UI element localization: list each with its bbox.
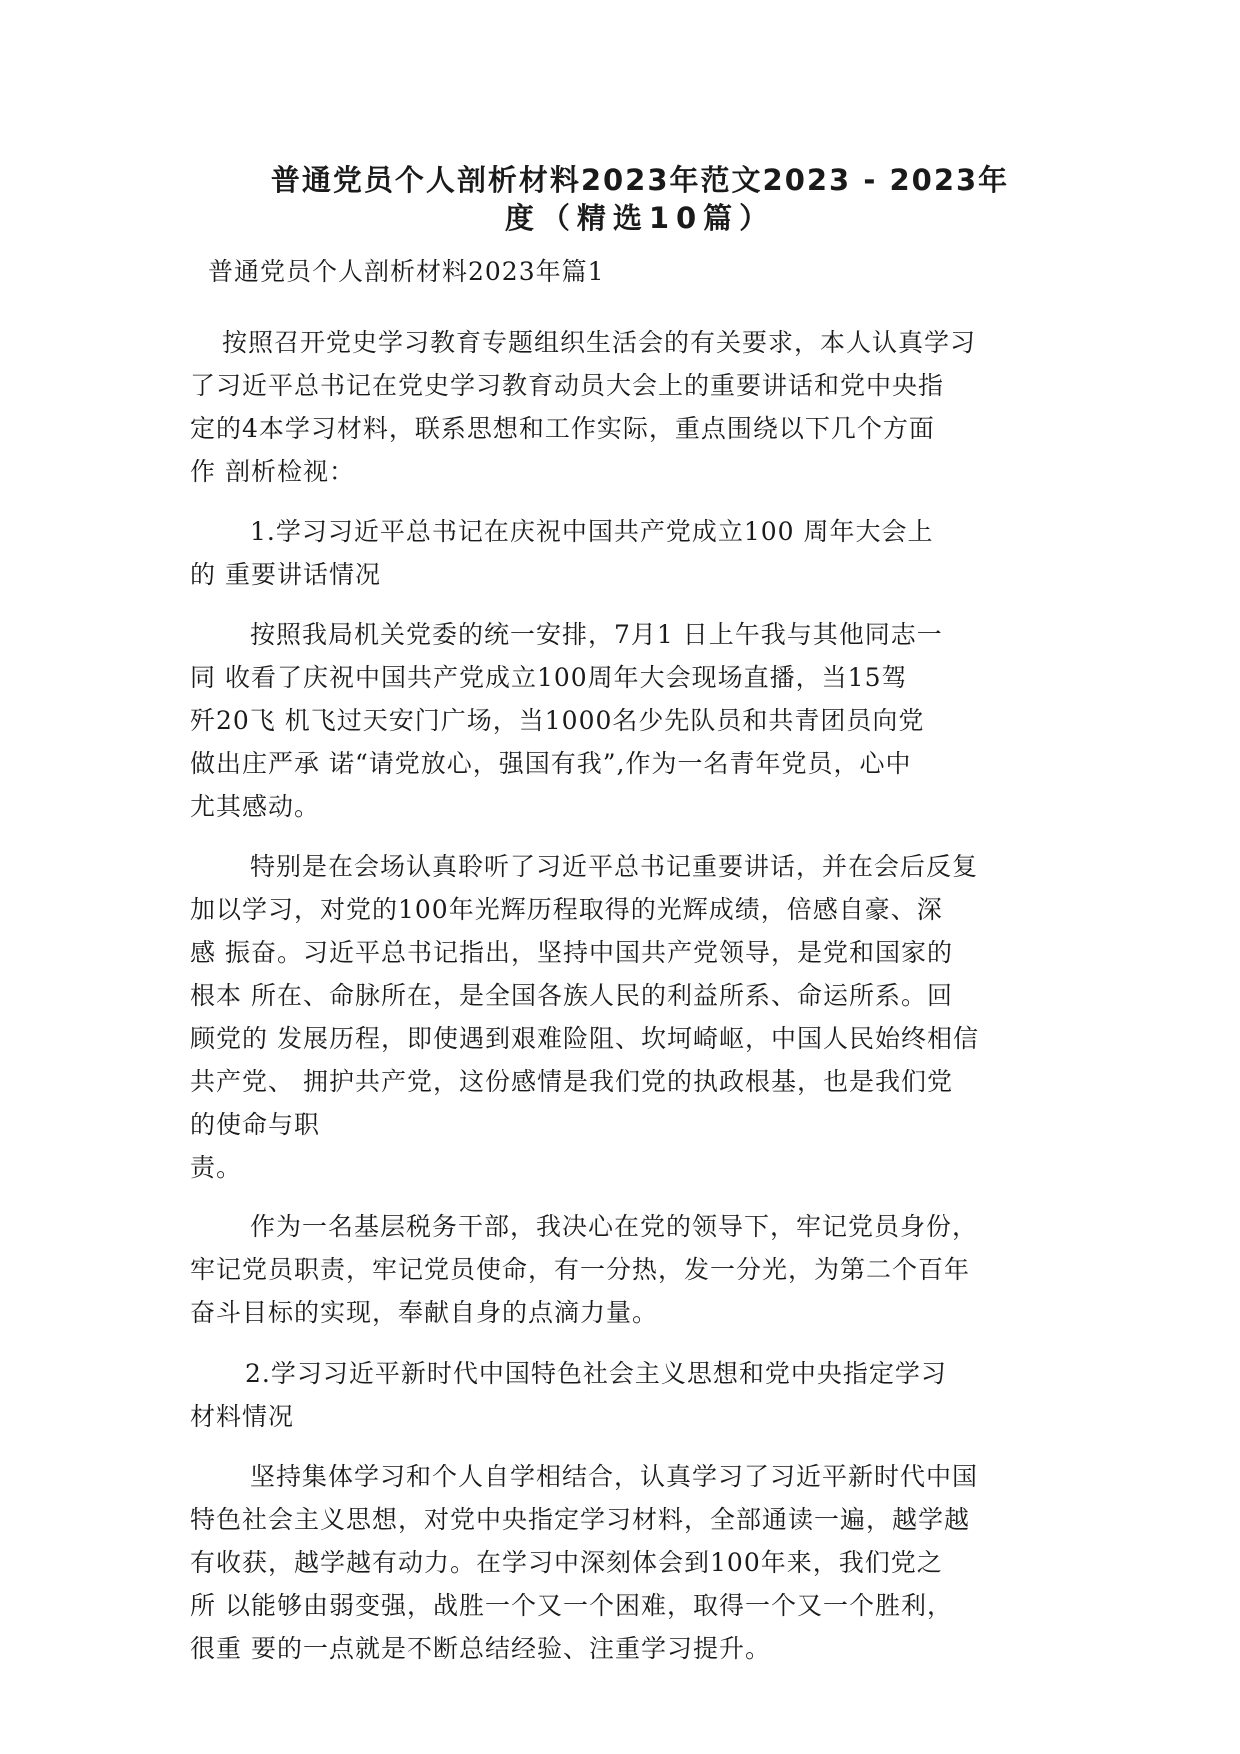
paragraph-3-line-6: 共产党、 拥护共产党，这份感情是我们党的执政根基，也是我们党	[190, 1067, 953, 1096]
paragraph-3-line-8: 责。	[190, 1153, 243, 1182]
subheading-2-line-1: 2.学习习近平新时代中国特色社会主义思想和党中央指定学习	[245, 1359, 947, 1388]
paragraph-3-line-7: 的使命与职	[190, 1110, 321, 1139]
subheading-1-line-1: 1.学习习近平总书记在庆祝中国共产党成立100 周年大会上	[250, 517, 934, 546]
paragraph-2-line-1: 按照我局机关党委的统一安排，7月1 日上午我与其他同志一	[250, 620, 943, 649]
paragraph-2-line-3: 歼20飞 机飞过天安门广场，当1000名少先队员和共青团员向党	[190, 706, 925, 735]
subheading-2-line-2: 材料情况	[190, 1402, 295, 1431]
paragraph-2-line-2: 同 收看了庆祝中国共产党成立100周年大会现场直播，当15驾	[190, 663, 908, 692]
paragraph-3-line-4: 根本 所在、命脉所在，是全国各族人民的利益所系、命运所系。回	[190, 981, 953, 1010]
paragraph-5-line-3: 有收获，越学越有动力。在学习中深刻体会到100年来，我们党之	[190, 1548, 943, 1577]
paragraph-1-line-2: 了习近平总书记在党史学习教育动员大会上的重要讲话和党中央指	[190, 371, 945, 400]
document-title-line-2: 度（精选10篇）	[504, 201, 776, 235]
paragraph-5-line-4: 所 以能够由弱变强，战胜一个又一个困难，取得一个又一个胜利，	[190, 1591, 953, 1620]
paragraph-5-line-1: 坚持集体学习和个人自学相结合，认真学习了习近平新时代中国	[250, 1462, 979, 1491]
paragraph-5-line-2: 特色社会主义思想，对党中央指定学习材料，全部通读一遍，越学越	[190, 1505, 971, 1534]
paragraph-3-line-5: 顾党的 发展历程，即使遇到艰难险阻、坎坷崎岖，中国人民始终相信	[190, 1024, 979, 1053]
paragraph-3-line-1: 特别是在会场认真聆听了习近平总书记重要讲话，并在会后反复	[250, 852, 979, 881]
paragraph-2-line-4: 做出庄严承 诺“请党放心，强国有我”,作为一名青年党员，心中	[190, 749, 912, 778]
paragraph-1-line-3: 定的4本学习材料，联系思想和工作实际，重点围绕以下几个方面	[190, 414, 935, 443]
paragraph-4-line-2: 牢记党员职责，牢记党员使命，有一分热，发一分光，为第二个百年	[190, 1255, 971, 1284]
paragraph-3-line-2: 加以学习，对党的100年光辉历程取得的光辉成绩，倍感自豪、深	[190, 895, 943, 924]
paragraph-1-line-1: 按照召开党史学习教育专题组织生活会的有关要求，本人认真学习	[222, 328, 977, 357]
section-heading: 普通党员个人剖析材料2023年篇1	[208, 257, 605, 286]
paragraph-4-line-3: 奋斗目标的实现，奉献自身的点滴力量。	[190, 1298, 659, 1327]
paragraph-2-line-5: 尤其感动。	[190, 792, 321, 821]
paragraph-1-line-4: 作 剖析检视：	[190, 457, 355, 486]
paragraph-3-line-3: 感 振奋。习近平总书记指出，坚持中国共产党领导，是党和国家的	[190, 938, 953, 967]
paragraph-5-line-5: 很重 要的一点就是不断总结经验、注重学习提升。	[190, 1634, 771, 1663]
paragraph-4-line-1: 作为一名基层税务干部，我决心在党的领导下，牢记党员身份，	[250, 1212, 979, 1241]
document-title-line-1: 普通党员个人剖析材料2023年范文2023 - 2023年	[270, 163, 1010, 197]
subheading-1-line-2: 的 重要讲话情况	[190, 560, 381, 589]
